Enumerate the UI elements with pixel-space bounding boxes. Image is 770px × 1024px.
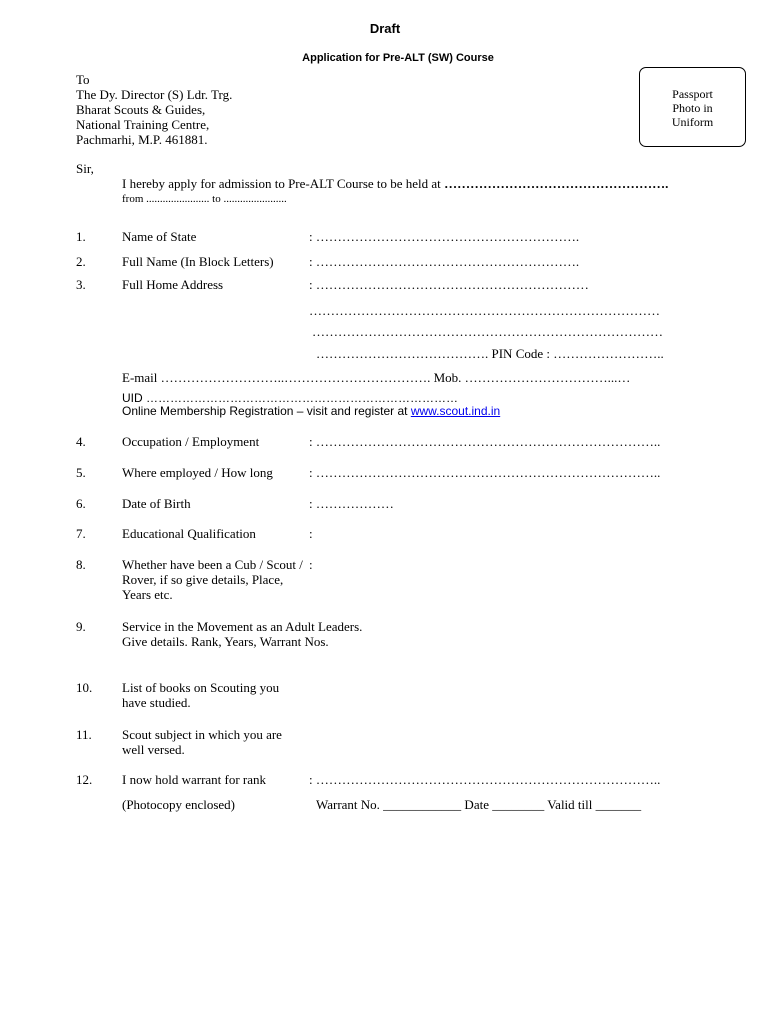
scout-history-label: Whether have been a Cub / Scout / Rover, if so give details, Place, Years etc. xyxy=(122,557,303,602)
item-number: 12. xyxy=(76,772,93,787)
address-line: The Dy. Director (S) Ldr. Trg. xyxy=(76,87,233,102)
item-number: 3. xyxy=(76,277,86,292)
state-label: Name of State xyxy=(122,229,197,244)
address-line: Bharat Scouts & Guides, xyxy=(76,102,206,117)
item-number: 2. xyxy=(76,254,86,269)
employment-field[interactable]: : …………………………………………………………………….. xyxy=(309,465,661,480)
warrant-rank-field[interactable]: : …………………………………………………………………….. xyxy=(309,772,661,787)
form-subtitle: Application for Pre-ALT (SW) Course xyxy=(302,52,494,64)
full-name-field[interactable]: : ……………………………………………………. xyxy=(309,254,580,269)
employment-label: Where employed / How long xyxy=(122,465,273,480)
photo-box-line: Photo in xyxy=(672,101,713,115)
photo-box-line: Uniform xyxy=(671,115,714,129)
intro-line xyxy=(122,176,668,191)
service-label: Service in the Movement as an Adult Leaders. Give details. Rank, Years, Warrant Nos. xyxy=(122,619,363,649)
occupation-field[interactable]: : …………………………………………………………………….. xyxy=(309,434,661,449)
state-field[interactable]: : ……………………………………………………. xyxy=(309,229,580,244)
intro-text: I hereby apply for admission to Pre-ALT Course to be held at xyxy=(122,176,441,191)
membership-line xyxy=(122,404,500,419)
address-line: National Training Centre, xyxy=(76,117,210,132)
scout-website-link[interactable]: www.scout.ind.in xyxy=(410,404,501,418)
occupation-label: Occupation / Employment xyxy=(122,434,260,449)
books-label: List of books on Scouting you have studied. xyxy=(122,680,280,710)
home-address-line-2[interactable]: ……………………………………………………………………… xyxy=(309,303,660,318)
venue-field[interactable]: ……………………………………………. xyxy=(444,176,669,191)
item-number: 5. xyxy=(76,465,86,480)
dob-field[interactable]: : ……………… xyxy=(309,496,394,511)
dob-label: Date of Birth xyxy=(122,496,191,511)
scout-subject-label: Scout subject in which you are well versed. xyxy=(122,727,282,757)
item-number: 7. xyxy=(76,526,86,541)
membership-text: Online Membership Registration – visit and register at xyxy=(122,404,408,418)
home-address-field[interactable]: : ……………………………………………………… xyxy=(309,277,589,292)
photocopy-note: (Photocopy enclosed) xyxy=(122,797,236,812)
full-name-label: Full Name (In Block Letters) xyxy=(122,254,274,269)
scout-history-field[interactable]: : xyxy=(309,557,313,572)
date-range-field[interactable]: from ....................... to ....................... xyxy=(122,193,287,205)
recipient-address xyxy=(76,72,232,147)
passport-photo-box[interactable] xyxy=(639,67,746,147)
warrant-details-field[interactable]: Warrant No. ____________ Date ________ Valid till _______ xyxy=(316,797,642,812)
item-number: 6. xyxy=(76,496,86,511)
pin-code-field[interactable]: …………………………………. PIN Code : …………………….. xyxy=(316,346,664,361)
address-line: To xyxy=(76,72,90,87)
salutation: Sir, xyxy=(76,161,94,176)
page-title: Draft xyxy=(369,21,401,36)
item-number: 1. xyxy=(76,229,86,244)
home-address-line-3[interactable]: ……………………………………………………………………… xyxy=(312,324,663,339)
item-number: 8. xyxy=(76,557,86,572)
uid-field[interactable]: UID …………………………………………………………………… xyxy=(122,391,458,405)
photo-box-line: Passport xyxy=(672,87,713,101)
email-mobile-field[interactable]: E-mail ………………………..……………………………. Mob. ……………………………...… xyxy=(122,370,631,385)
education-label: Educational Qualification xyxy=(122,526,256,541)
home-address-label: Full Home Address xyxy=(122,277,224,292)
warrant-rank-label: I now hold warrant for rank xyxy=(122,772,267,787)
item-number: 11. xyxy=(76,727,92,742)
item-number: 9. xyxy=(76,619,86,634)
item-number: 4. xyxy=(76,434,86,449)
education-field[interactable]: : xyxy=(309,526,313,541)
item-number: 10. xyxy=(76,680,93,695)
address-line: Pachmarhi, M.P. 461881. xyxy=(76,132,208,147)
